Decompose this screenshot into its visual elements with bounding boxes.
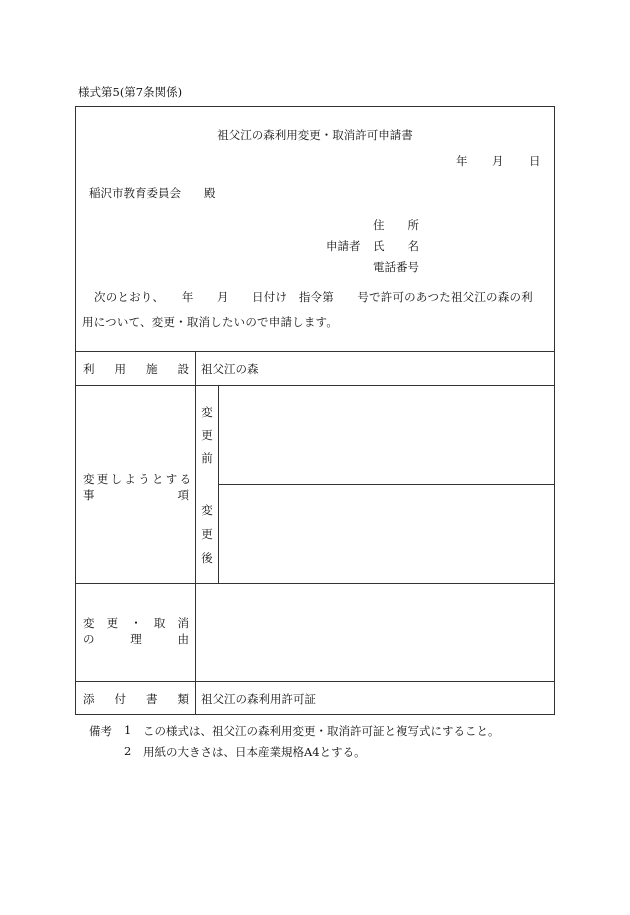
divider-reason — [76, 681, 554, 682]
phone-label: 電話番号 — [373, 260, 419, 274]
reason-content-field[interactable] — [196, 584, 554, 680]
divider-header — [76, 351, 554, 352]
notes-label: 備考 — [89, 724, 112, 738]
body-text-line1: 次のとおり、 年 月 日付け 指令第 号で許可のあつた祖父江の森の利 — [94, 290, 533, 304]
applicant-label: 申請者 — [326, 239, 361, 253]
note-2-number: 2 — [124, 744, 132, 758]
reason-label-line1: 変 更 ・ 取 消 — [83, 616, 189, 630]
attachments-value: 祖父江の森利用許可証 — [201, 692, 316, 706]
note-2-text: 用紙の大きさは、日本産業規格A4とする。 — [143, 745, 366, 759]
name-label: 氏 名 — [373, 239, 419, 253]
change-items-label-line1: 変更しようとする — [83, 472, 194, 486]
address-label: 住 所 — [373, 218, 419, 232]
recipient: 稲沢市教育委員会 殿 — [89, 186, 216, 200]
note-1-number: 1 — [124, 723, 132, 737]
date-year-label: 年 — [456, 154, 468, 168]
date-month-label: 月 — [492, 154, 504, 168]
attachments-label: 添 付 書 類 — [83, 692, 189, 706]
change-items-label-line2: 事 項 — [83, 488, 189, 502]
application-form: 祖父江の森利用変更・取消許可申請書 年 月 日 稲沢市教育委員会 殿 住 所 申請者 氏 名 電話番号 次のとおり、 年 月 日付け 指令第 号で許可のあつた祖父江の森の利 用について、変更・取消したいので申請します。 利 用 施 設 祖父江の森 変更しようとする 事 項 変 更 前 変 更 後 変 更 ・ 取 消 の 理 由 添 付 書 類 祖父江の森利用許可証 — [75, 106, 555, 715]
after-content-field[interactable] — [219, 485, 554, 582]
note-1-text: この様式は、祖父江の森利用変更・取消許可証と複写式にすること。 — [143, 724, 500, 738]
facility-value: 祖父江の森 — [201, 362, 259, 376]
document-title: 祖父江の森利用変更・取消許可申請書 — [217, 128, 413, 142]
date-day-label: 日 — [529, 154, 541, 168]
form-number-label: 様式第5(第7条関係) — [78, 85, 183, 99]
before-content-field[interactable] — [219, 386, 554, 483]
facility-label: 利 用 施 設 — [83, 362, 189, 376]
reason-label-line2: の 理 由 — [83, 632, 189, 646]
body-text-line2: 用について、変更・取消したいので申請します。 — [82, 315, 339, 329]
